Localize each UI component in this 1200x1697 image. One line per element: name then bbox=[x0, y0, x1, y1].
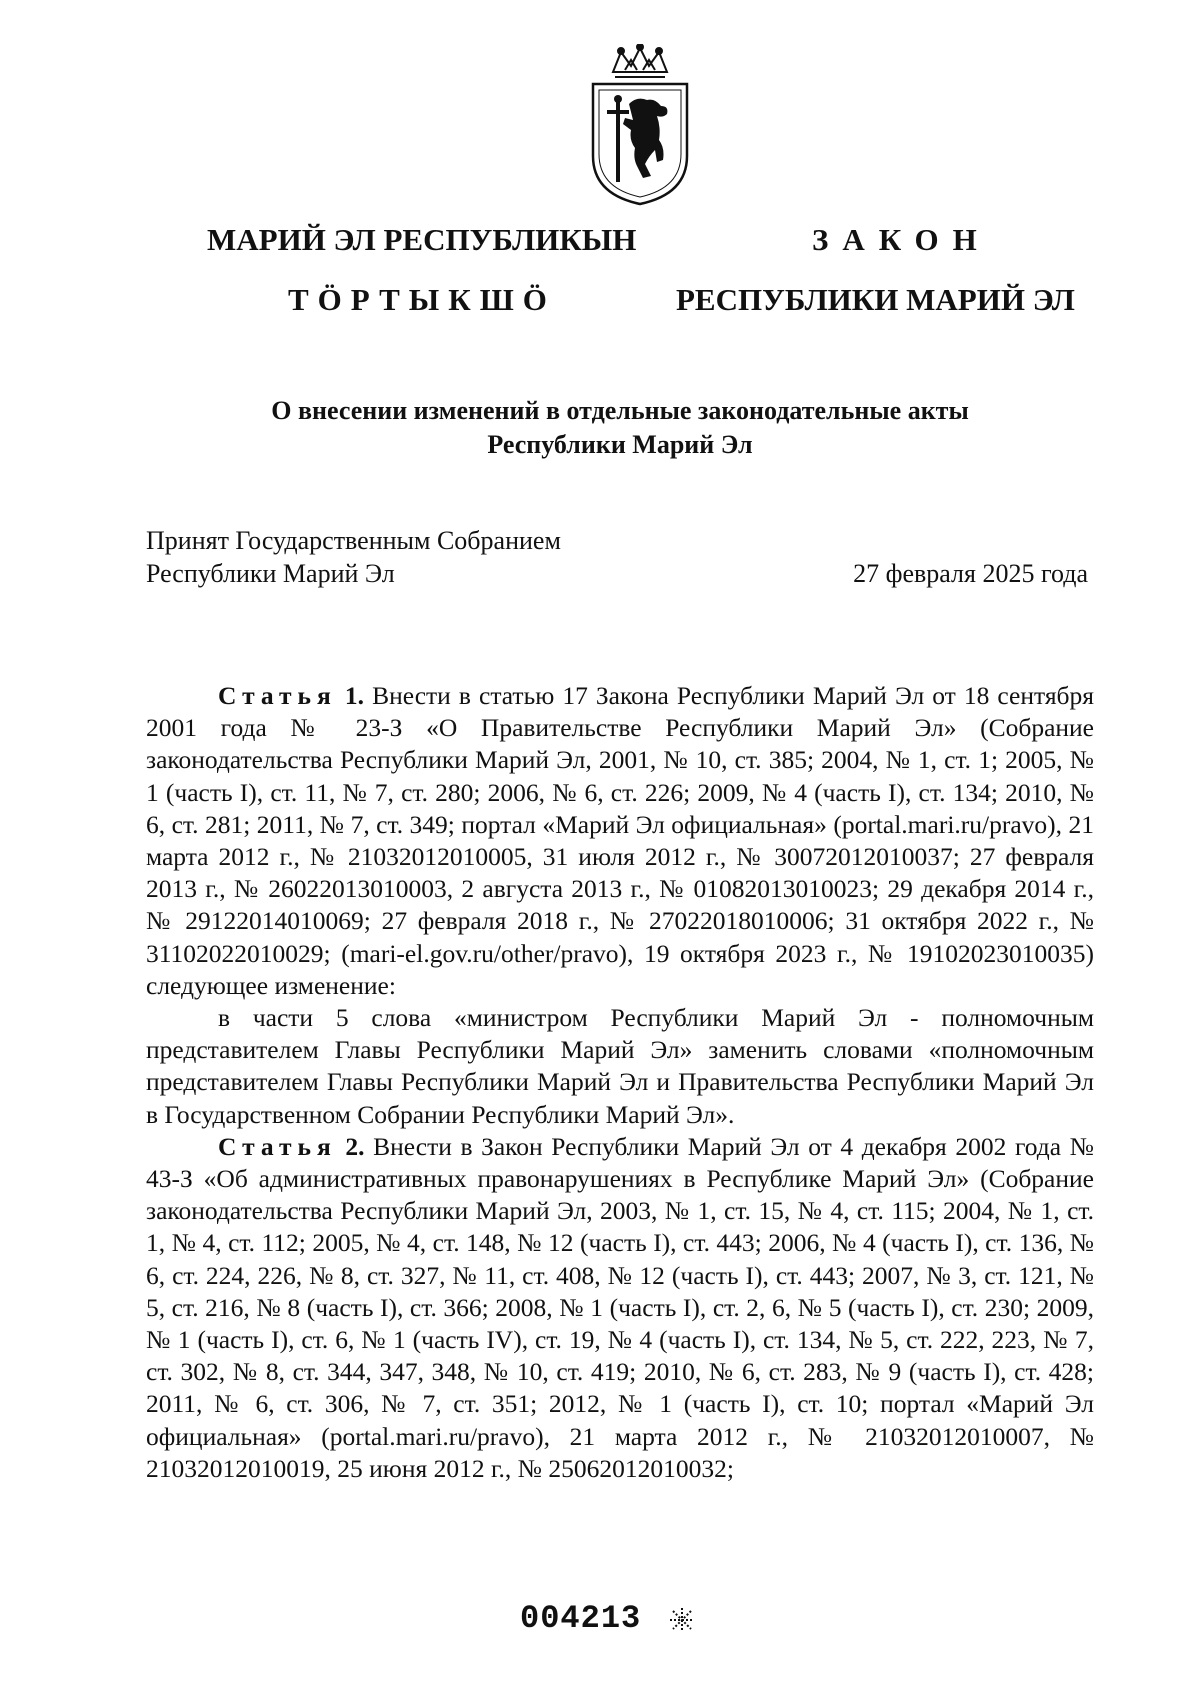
article-2-paragraph bbox=[146, 1131, 1094, 1485]
article-2-label: Статья bbox=[218, 1131, 337, 1161]
header-left-line1: МАРИЙ ЭЛ РЕСПУБЛИКЫН bbox=[207, 222, 637, 257]
coat-of-arms-icon bbox=[585, 44, 695, 206]
header-right-line2: РЕСПУБЛИКИ МАРИЙ ЭЛ bbox=[676, 282, 1075, 317]
header-right-line1: ЗАКОН bbox=[812, 222, 991, 257]
article-1-label: Статья bbox=[218, 681, 337, 710]
article-2-number: 2. bbox=[345, 1131, 365, 1161]
sparkle-icon bbox=[668, 1606, 696, 1634]
article-1-paragraph bbox=[146, 680, 1094, 1002]
title-line2: Республики Марий Эл bbox=[487, 430, 753, 459]
document-title bbox=[150, 394, 1090, 462]
article-2-text: Внести в Закон Республики Марий Эл от 4 декабря 2002 года № 43-З «Об административных правонарушениях в Республике Марий Эл» (Собрание законодательства Республики Марий Эл, 2003, № 1, ст. 15, № 4, ст. 115; 2004, № 1, ст. 1, № 4, ст. 112; 2005, № 4, ст. 148, № 12 (часть I), ст. 443; 2006, № 4 (часть I), ст. 136, № 6, ст. 224, 226, № 8, ст. 327, № 11, ст. 408, № 12 (часть I), ст. 443; 2007, № 3, ст. 121, № 5, ст. 216, № 8 (часть I), ст. 366; 2008, № 1 (часть I), ст. 2, 6, № 5 (часть I), ст. 230; 2009, № 1 (часть I), ст. 6, № 1 (часть IV), ст. 19, № 4 (часть I), ст. 134, № 5, ст. 222, 223, № 7, ст. 302, № 8, ст. 344, 347, 348, № 10, ст. 419; 2010, № 6, ст. 283, № 9 (часть I), ст. 428; 2011, № 6, ст. 306, № 7, ст. 351; 2012, № 1 (часть I), ст. 10; портал «Марий Эл официальная» (portal.mari.ru/pravo), 21 марта 2012 г., № 21032012010007, № 21032012010019, 25 июня 2012 г., № 25062012010032; bbox=[146, 1131, 1095, 1483]
adopted-line1: Принят Государственным Собранием bbox=[146, 526, 561, 555]
adoption-date: 27 февраля 2025 года bbox=[853, 559, 1088, 588]
article-1-number: 1. bbox=[344, 681, 365, 710]
adoption-block bbox=[146, 524, 1096, 590]
article-1-text: Внести в статью 17 Закона Республики Марий Эл от 18 сентября 2001 года № 23-З «О Правительстве Республики Марий Эл» (Собрание законодательства Республики Марий Эл, 2001, № 10, ст. 385; 2004, № 1, ст. 1; 2005, № 1 (часть I), ст. 11, № 7, ст. 280; 2006, № 6, ст. 226; 2009, № 4 (часть I), ст. 134; 2010, № 6, ст. 281; 2011, № 7, ст. 349; портал «Марий Эл официальная» (portal.mari.ru/pravo), 21 марта 2012 г., № 21032012010005, 31 июля 2012 г., № 30072012010037; 27 февраля 2013 г., № 26022013010003, 2 августа 2013 г., № 01082013010023; 29 декабря 2014 г., № 29122014010069; 27 февраля 2018 г., № 27022018010006; 31 октября 2022 г., № 31102022010029; (mari-el.gov.ru/other/pravo), 19 октября 2023 г., № 19102023010035) следующее изменение: bbox=[146, 681, 1095, 1000]
document-body bbox=[146, 680, 1094, 1485]
article-1-paragraph-2: в части 5 слова «министром Республики Марий Эл - полномочным представителем Главы Республики Марий Эл» заменить словами «полномочным представителем Главы Республики Марий Эл и Правительства Республики Марий Эл в Государственном Собрании Республики Марий Эл». bbox=[146, 1003, 1094, 1129]
serial-number: 004213 bbox=[520, 1600, 642, 1637]
title-line1: О внесении изменений в отдельные законодательные акты bbox=[271, 396, 969, 425]
header-left-line2: ТӦРТЫКШӦ bbox=[288, 282, 556, 317]
adopted-line2: Республики Марий Эл bbox=[146, 559, 395, 588]
